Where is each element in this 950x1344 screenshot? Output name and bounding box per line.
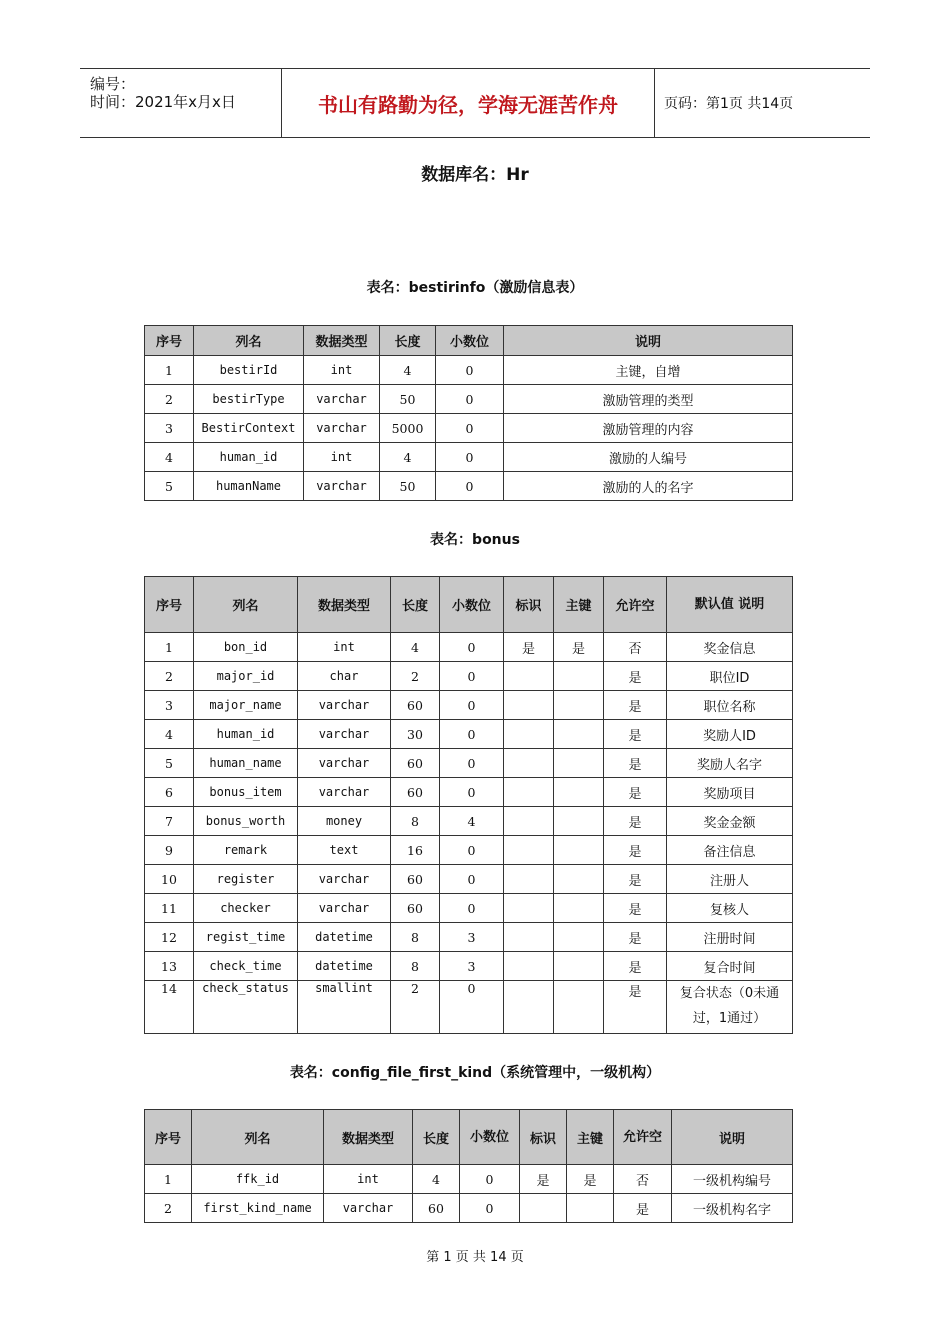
column-header: 允许空 [614, 1110, 672, 1165]
table-cell: checker [194, 894, 298, 923]
table-cell [567, 1194, 614, 1223]
table-cell: 奖励人名字 [667, 749, 793, 778]
table-cell: human_name [194, 749, 298, 778]
table-cell: smallint [298, 981, 391, 1034]
table-cell: 激励的人的名字 [504, 472, 793, 501]
table-cell: varchar [298, 778, 391, 807]
table-cell: human_id [194, 720, 298, 749]
table-cell: 是 [567, 1165, 614, 1194]
table-cell: 5000 [380, 414, 436, 443]
table-cell: 奖金金额 [667, 807, 793, 836]
column-header: 长度 [391, 577, 440, 633]
page-header [80, 68, 870, 138]
table-cell: 一级机构编号 [672, 1165, 793, 1194]
table-cell [504, 807, 554, 836]
table-cell: bonus_item [194, 778, 298, 807]
column-header: 小数位 [436, 326, 504, 356]
table3-title: 表名：config_file_first_kind（系统管理中，一级机构） [289, 1065, 661, 1081]
table-row [145, 1194, 793, 1223]
table-cell [504, 923, 554, 952]
table-cell: 主键，自增 [504, 356, 793, 385]
table-cell [504, 720, 554, 749]
table-cell: 是 [504, 633, 554, 662]
table-cell: 0 [440, 691, 504, 720]
table-cell [504, 952, 554, 981]
table-cell: 是 [604, 749, 667, 778]
table-cell: first_kind_name [192, 1194, 324, 1223]
table-cell: humanName [194, 472, 304, 501]
table-cell: bonus_worth [194, 807, 298, 836]
table-cell: 复合时间 [667, 952, 793, 981]
table-cell: 是 [604, 720, 667, 749]
table-cell: 是 [604, 981, 667, 1034]
column-header: 列名 [192, 1110, 324, 1165]
table-cell: 60 [391, 691, 440, 720]
table-cell: text [298, 836, 391, 865]
table-cell: 5 [145, 472, 194, 501]
table-cell [504, 894, 554, 923]
table-cell [554, 691, 604, 720]
table-cell: major_id [194, 662, 298, 691]
column-header: 序号 [145, 1110, 192, 1165]
table-cell: varchar [298, 691, 391, 720]
table-row [145, 356, 793, 385]
table-cell: 60 [391, 894, 440, 923]
header-motto: 书山有路勤为径，学海无涯苦作舟 [318, 92, 618, 117]
table-cell: BestirContext [194, 414, 304, 443]
table-cell: 职位ID [667, 662, 793, 691]
table-cell: varchar [304, 414, 380, 443]
table-row [145, 807, 793, 836]
table-cell: 0 [440, 662, 504, 691]
table-cell: 2 [145, 385, 194, 414]
table-cell [554, 662, 604, 691]
table-cell: 4 [380, 356, 436, 385]
table-cell: varchar [304, 385, 380, 414]
column-header: 说明 [504, 326, 793, 356]
column-header: 列名 [194, 577, 298, 633]
table-cell: 8 [391, 807, 440, 836]
column-header: 小数位 [440, 577, 504, 633]
column-header: 标识 [520, 1110, 567, 1165]
table-cell: 是 [604, 662, 667, 691]
table-row [145, 778, 793, 807]
header-number: 编号： [90, 75, 136, 93]
column-header: 序号 [145, 326, 194, 356]
table-cell: 50 [380, 385, 436, 414]
table-cell: 0 [440, 981, 504, 1034]
column-header: 数据类型 [298, 577, 391, 633]
table-cell [504, 981, 554, 1034]
table-cell: 是 [554, 633, 604, 662]
table-cell: 60 [391, 778, 440, 807]
table-cell: 60 [391, 865, 440, 894]
table-cell [554, 778, 604, 807]
table-cell: int [304, 356, 380, 385]
table-header-row [145, 326, 793, 356]
header-time: 时间：2021年x月x日 [90, 93, 236, 111]
table-cell: bestirId [194, 356, 304, 385]
table-cell: 0 [440, 778, 504, 807]
table3-config-file-first-kind [144, 1109, 793, 1223]
table-row [145, 443, 793, 472]
table1-title: 表名：bestirinfo（激励信息表） [366, 280, 584, 296]
table-cell [554, 894, 604, 923]
table-cell [554, 749, 604, 778]
table-cell [504, 865, 554, 894]
table-cell [504, 749, 554, 778]
table-row [145, 981, 793, 1034]
table-cell: 12 [145, 923, 194, 952]
table-cell: 50 [380, 472, 436, 501]
table-row [145, 865, 793, 894]
table-cell: 激励管理的类型 [504, 385, 793, 414]
table-cell: 1 [145, 1165, 192, 1194]
table-cell: datetime [298, 923, 391, 952]
table-cell: 8 [391, 923, 440, 952]
table-cell: 0 [440, 749, 504, 778]
table-cell: 4 [145, 443, 194, 472]
table-cell: 是 [520, 1165, 567, 1194]
table-row [145, 749, 793, 778]
table-cell [554, 720, 604, 749]
column-header: 长度 [380, 326, 436, 356]
table-row [145, 633, 793, 662]
table-row [145, 414, 793, 443]
table-cell [554, 952, 604, 981]
table-cell: 是 [604, 691, 667, 720]
table-cell: int [304, 443, 380, 472]
header-page-cell [654, 69, 870, 137]
table-cell: check_status [194, 981, 298, 1034]
table-cell: varchar [298, 749, 391, 778]
table-cell: 10 [145, 865, 194, 894]
table-cell: 2 [145, 662, 194, 691]
table-cell [504, 836, 554, 865]
table-cell: bon_id [194, 633, 298, 662]
table-cell [554, 865, 604, 894]
table-row [145, 662, 793, 691]
table-cell: 5 [145, 749, 194, 778]
table-cell: 奖励人ID [667, 720, 793, 749]
table-cell: remark [194, 836, 298, 865]
table-cell: 8 [391, 952, 440, 981]
table-cell: 0 [440, 836, 504, 865]
table-row [145, 385, 793, 414]
table-cell: regist_time [194, 923, 298, 952]
table-cell: ffk_id [192, 1165, 324, 1194]
database-title: 数据库名：Hr [421, 165, 529, 185]
table-cell: register [194, 865, 298, 894]
table-cell: 0 [436, 356, 504, 385]
table-cell: 是 [604, 894, 667, 923]
column-header: 主键 [567, 1110, 614, 1165]
column-header: 小数位 [460, 1110, 520, 1165]
table-row [145, 952, 793, 981]
table-cell: 奖励项目 [667, 778, 793, 807]
table-cell: 4 [380, 443, 436, 472]
table-cell: 2 [145, 1194, 192, 1223]
table-cell: 复核人 [667, 894, 793, 923]
header-page-number: 页码：第1页 共14页 [664, 96, 794, 112]
table-cell: varchar [298, 894, 391, 923]
table-cell: bestirType [194, 385, 304, 414]
table-cell [504, 778, 554, 807]
table-cell: 是 [604, 807, 667, 836]
table-cell: 4 [391, 633, 440, 662]
table-cell: 0 [440, 720, 504, 749]
table-row [145, 923, 793, 952]
table-cell [504, 662, 554, 691]
column-header: 允许空 [604, 577, 667, 633]
column-header: 数据类型 [304, 326, 380, 356]
table-cell: 一级机构名字 [672, 1194, 793, 1223]
table-row [145, 720, 793, 749]
table-cell [554, 923, 604, 952]
column-header: 默认值 说明 [667, 577, 793, 633]
table-cell: 0 [436, 443, 504, 472]
table-row [145, 472, 793, 501]
table-cell: 是 [604, 952, 667, 981]
table-cell: 0 [440, 894, 504, 923]
table-cell: 奖金信息 [667, 633, 793, 662]
table-cell: 0 [440, 865, 504, 894]
table-cell: 3 [440, 952, 504, 981]
table-cell: 2 [391, 662, 440, 691]
table-cell: 3 [145, 414, 194, 443]
table-cell: varchar [324, 1194, 413, 1223]
page-footer: 第 1 页 共 14 页 [426, 1250, 524, 1265]
table-row [145, 691, 793, 720]
table-cell: 6 [145, 778, 194, 807]
table-cell: int [324, 1165, 413, 1194]
column-header: 主键 [554, 577, 604, 633]
table2-title: 表名：bonus [430, 532, 520, 548]
table-cell: 60 [413, 1194, 460, 1223]
table-cell: 是 [604, 865, 667, 894]
table-header-row [145, 1110, 793, 1165]
table-cell: 注册时间 [667, 923, 793, 952]
table-cell: 4 [413, 1165, 460, 1194]
table-cell [554, 981, 604, 1034]
table-cell: 0 [436, 472, 504, 501]
table-cell: 30 [391, 720, 440, 749]
table-cell: money [298, 807, 391, 836]
table-cell: 0 [460, 1194, 520, 1223]
table-cell: 备注信息 [667, 836, 793, 865]
table-cell: 0 [436, 385, 504, 414]
table-cell: 否 [604, 633, 667, 662]
table-row [145, 894, 793, 923]
table-cell: 13 [145, 952, 194, 981]
table-cell: 是 [604, 778, 667, 807]
table-row [145, 1165, 793, 1194]
table-cell: 3 [440, 923, 504, 952]
table-cell: check_time [194, 952, 298, 981]
table-cell [554, 836, 604, 865]
table-cell: varchar [298, 720, 391, 749]
table-cell [504, 691, 554, 720]
table-cell: 否 [614, 1165, 672, 1194]
table-cell: 9 [145, 836, 194, 865]
table2-bonus [144, 576, 793, 1034]
table-cell: major_name [194, 691, 298, 720]
header-motto-cell [281, 69, 655, 137]
column-header: 列名 [194, 326, 304, 356]
table1-bestirinfo [144, 325, 793, 501]
table-cell: 60 [391, 749, 440, 778]
table-cell: 2 [391, 981, 440, 1034]
table-cell: 11 [145, 894, 194, 923]
table-cell: 16 [391, 836, 440, 865]
table-cell: 3 [145, 691, 194, 720]
column-header: 说明 [672, 1110, 793, 1165]
column-header: 标识 [504, 577, 554, 633]
table-cell [554, 807, 604, 836]
table-cell: 激励的人编号 [504, 443, 793, 472]
table-cell: 4 [145, 720, 194, 749]
table-cell: 0 [460, 1165, 520, 1194]
table-cell: 1 [145, 356, 194, 385]
table-cell: char [298, 662, 391, 691]
table-cell: datetime [298, 952, 391, 981]
table-cell: 1 [145, 633, 194, 662]
table-cell: 是 [604, 923, 667, 952]
table-cell [520, 1194, 567, 1223]
table-cell: 14 [145, 981, 194, 1034]
table-cell: 是 [614, 1194, 672, 1223]
table-cell: 0 [440, 633, 504, 662]
table-cell: human_id [194, 443, 304, 472]
table-cell: 是 [604, 836, 667, 865]
table-cell: 0 [436, 414, 504, 443]
column-header: 长度 [413, 1110, 460, 1165]
column-header: 序号 [145, 577, 194, 633]
table-cell: 职位名称 [667, 691, 793, 720]
table-cell: int [298, 633, 391, 662]
table-cell: 激励管理的内容 [504, 414, 793, 443]
table-row [145, 836, 793, 865]
table-header-row [145, 577, 793, 633]
table-cell: 复合状态（0未通过，1通过） [667, 981, 793, 1034]
header-meta [80, 69, 280, 137]
column-header: 数据类型 [324, 1110, 413, 1165]
table-cell: 7 [145, 807, 194, 836]
table-cell: varchar [304, 472, 380, 501]
table-cell: 注册人 [667, 865, 793, 894]
table-cell: varchar [298, 865, 391, 894]
table-cell: 4 [440, 807, 504, 836]
